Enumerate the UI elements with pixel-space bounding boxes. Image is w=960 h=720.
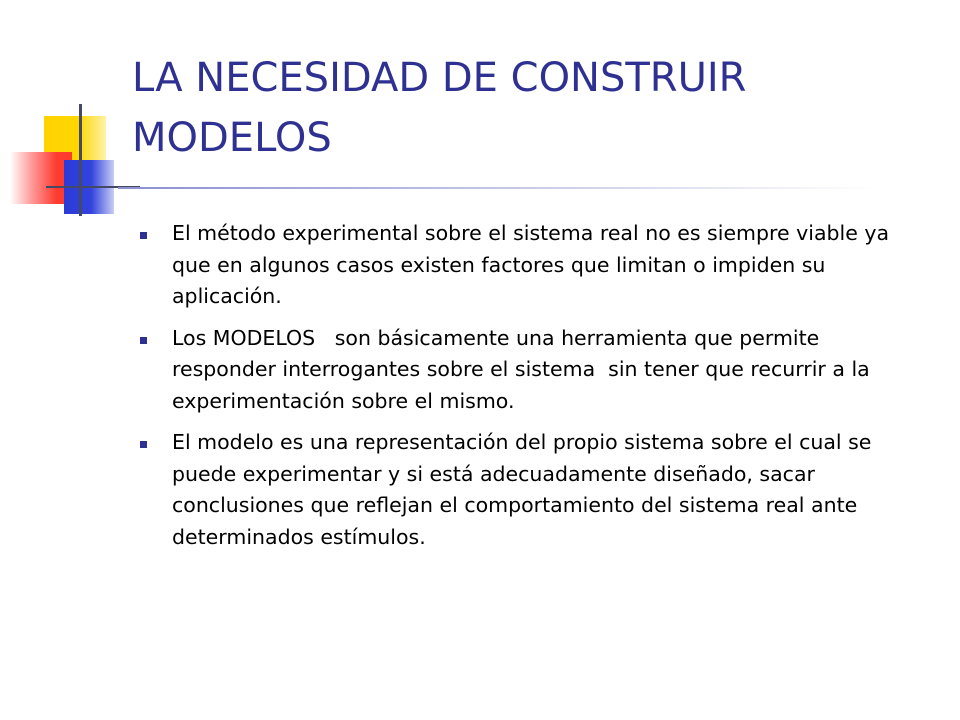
bullet-list [140,218,900,563]
bullet-text: Los MODELOS son básicamente una herramienta que permite responder interrogantes sobre el sistema sin tener que recurrir a la experimentación sobre el mismo. [172,325,877,413]
bullet-item [140,427,900,553]
bullet-text: El método experimental sobre el sistema real no es siempre viable ya que en algunos casos existen factores que limitan o impiden su aplicación. [172,221,890,308]
bullet-item [140,323,900,418]
bullet-square-icon [140,441,147,448]
bullet-text: El modelo es una representación del propio sistema sobre el cual se puede experimentar y si está adecuadamente diseñado, sacar conclusiones que reflejan el comportamiento del sistema real ante determinados estímulos. [172,430,872,549]
slide-title: LA NECESIDAD DE CONSTRUIR MODELOS [132,55,747,161]
red-square-decoration [10,152,72,204]
bullet-item [140,218,900,313]
corner-decoration [0,0,140,230]
bullet-square-icon [140,232,147,239]
title-underline [118,187,878,189]
vertical-line-decoration [79,104,82,216]
bullet-square-icon [140,337,147,344]
